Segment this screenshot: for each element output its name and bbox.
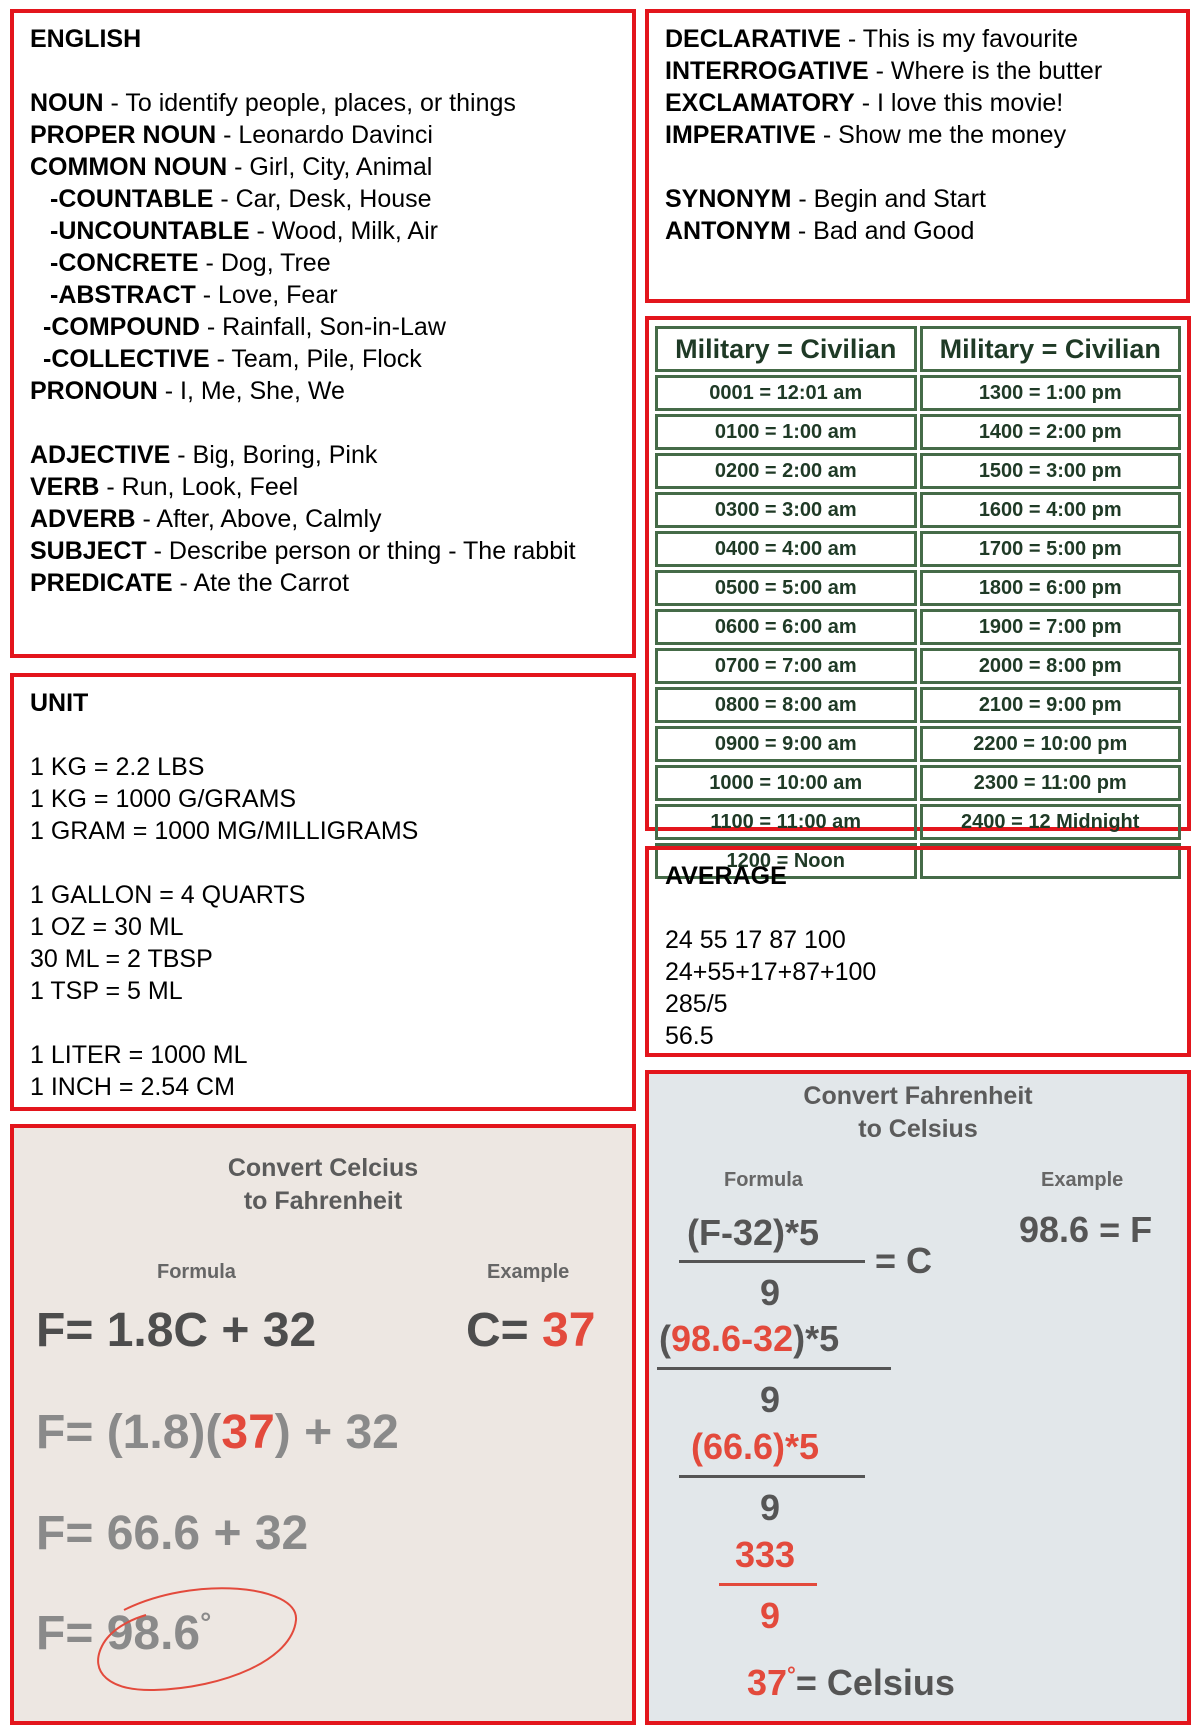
celsius-to-fahrenheit-box — [10, 1124, 636, 1725]
english-line: COMMON NOUN - Girl, City, Animal — [30, 153, 433, 181]
unit-line: 1 LITER = 1000 ML — [30, 1041, 248, 1069]
average-line: 285/5 — [665, 990, 728, 1018]
table-cell: 2000 = 8:00 pm — [920, 648, 1182, 684]
table-cell: 0300 = 3:00 am — [655, 492, 917, 528]
fraction-bar — [679, 1260, 865, 1263]
f-to-c-numerator-3: (66.6)*5 — [691, 1426, 820, 1467]
table-cell: 2100 = 9:00 pm — [920, 687, 1182, 723]
f-to-c-result: 37°= Celsius — [747, 1662, 955, 1703]
unit-title: UNIT — [30, 689, 89, 717]
table-row — [655, 375, 1181, 411]
table-cell: 0200 = 2:00 am — [655, 453, 917, 489]
average-line: 56.5 — [665, 1022, 714, 1050]
table-row — [655, 570, 1181, 606]
english-title: ENGLISH — [30, 25, 142, 53]
f-to-c-formula-label: Formula — [724, 1169, 803, 1191]
table-cell: 1100 = 11:00 am — [655, 804, 917, 840]
table-cell: 0900 = 9:00 am — [655, 726, 917, 762]
table-cell: 2300 = 11:00 pm — [920, 765, 1182, 801]
english-line: ADVERB - After, Above, Calmly — [30, 505, 382, 533]
table-row — [655, 648, 1181, 684]
unit-line: 1 TSP = 5 ML — [30, 977, 183, 1005]
f-to-c-denominator-2: 9 — [760, 1379, 781, 1420]
english-line: ADJECTIVE - Big, Boring, Pink — [30, 441, 378, 469]
sentence-line: IMPERATIVE - Show me the money — [665, 121, 1067, 149]
table-row — [655, 531, 1181, 567]
english-line: VERB - Run, Look, Feel — [30, 473, 299, 501]
table-row — [655, 492, 1181, 528]
unit-line: 1 OZ = 30 ML — [30, 913, 184, 941]
english-line: -COUNTABLE - Car, Desk, House — [50, 185, 432, 213]
average-line: 24 55 17 87 100 — [665, 926, 846, 954]
table-cell: 1900 = 7:00 pm — [920, 609, 1182, 645]
military-header: Military = Civilian — [920, 326, 1182, 372]
c-to-f-example: C= 37 — [466, 1304, 596, 1357]
average-line: 24+55+17+87+100 — [665, 958, 877, 986]
english-line: -UNCOUNTABLE - Wood, Milk, Air — [50, 217, 438, 245]
unit-box — [10, 673, 636, 1111]
sentences-box — [645, 9, 1190, 303]
english-line: NOUN - To identify people, places, or things — [30, 89, 516, 117]
sentence-line: EXCLAMATORY - I love this movie! — [665, 89, 1064, 117]
table-row — [655, 765, 1181, 801]
sentence-line: SYNONYM - Begin and Start — [665, 185, 986, 213]
unit-line: 1 KG = 2.2 LBS — [30, 753, 205, 781]
table-cell: 1000 = 10:00 am — [655, 765, 917, 801]
f-to-c-denominator-4: 9 — [760, 1595, 781, 1636]
military-time-table — [652, 323, 1184, 882]
english-line: -COLLECTIVE - Team, Pile, Flock — [43, 345, 422, 373]
f-to-c-example-label: Example — [1041, 1169, 1124, 1191]
table-cell: 1300 = 1:00 pm — [920, 375, 1182, 411]
english-line: -COMPOUND - Rainfall, Son-in-Law — [43, 313, 446, 341]
english-line: PROPER NOUN - Leonardo Davinci — [30, 121, 433, 149]
c-to-f-formula-label: Formula — [157, 1261, 236, 1283]
sentence-line: ANTONYM - Bad and Good — [665, 217, 975, 245]
c-to-f-formula: F= 1.8C + 32 — [36, 1304, 317, 1357]
table-cell: 2200 = 10:00 pm — [920, 726, 1182, 762]
table-row — [655, 609, 1181, 645]
f-to-c-title: Convert Fahrenheit to Celsius — [803, 1082, 1033, 1143]
f-to-c-equals-c: = C — [875, 1240, 933, 1281]
military-time-box — [645, 316, 1191, 872]
table-cell: 1600 = 4:00 pm — [920, 492, 1182, 528]
english-line: SUBJECT - Describe person or thing - The rabbit — [30, 537, 576, 565]
table-cell: 0600 = 6:00 am — [655, 609, 917, 645]
result-circle — [84, 1580, 314, 1700]
table-row — [655, 726, 1181, 762]
fraction-bar — [719, 1583, 817, 1586]
table-cell: 1400 = 2:00 pm — [920, 414, 1182, 450]
table-cell: 1500 = 3:00 pm — [920, 453, 1182, 489]
table-cell: 0400 = 4:00 am — [655, 531, 917, 567]
c-to-f-step-1: F= (1.8)(37) + 32 — [36, 1406, 399, 1459]
unit-line: 1 GRAM = 1000 MG/MILLIGRAMS — [30, 817, 419, 845]
f-to-c-example: 98.6 = F — [1019, 1209, 1153, 1250]
table-cell: 0500 = 5:00 am — [655, 570, 917, 606]
table-row — [655, 414, 1181, 450]
f-to-c-numerator-2: (98.6-32)*5 — [659, 1318, 840, 1359]
fraction-bar — [657, 1367, 891, 1370]
average-box — [645, 846, 1191, 1057]
unit-line: 30 ML = 2 TBSP — [30, 945, 213, 973]
table-cell: 1800 = 6:00 pm — [920, 570, 1182, 606]
table-cell: 0001 = 12:01 am — [655, 375, 917, 411]
f-to-c-numerator-1: (F-32)*5 — [687, 1212, 820, 1253]
table-row — [655, 453, 1181, 489]
sentence-line: INTERROGATIVE - Where is the butter — [665, 57, 1103, 85]
sentence-line: DECLARATIVE - This is my favourite — [665, 25, 1079, 53]
c-to-f-example-label: Example — [487, 1261, 570, 1283]
military-header: Military = Civilian — [655, 326, 917, 372]
english-box — [10, 9, 636, 658]
table-cell: 0100 = 1:00 am — [655, 414, 917, 450]
fahrenheit-to-celsius-box — [645, 1070, 1191, 1725]
c-to-f-step-2: F= 66.6 + 32 — [36, 1507, 309, 1560]
english-line: -CONCRETE - Dog, Tree — [50, 249, 331, 277]
f-to-c-numerator-4: 333 — [735, 1534, 796, 1575]
unit-line: 1 GALLON = 4 QUARTS — [30, 881, 306, 909]
f-to-c-denominator-3: 9 — [760, 1487, 781, 1528]
average-title: AVERAGE — [665, 862, 787, 890]
f-to-c-denominator-1: 9 — [760, 1272, 781, 1313]
table-cell: 1200 = Noon — [655, 843, 917, 879]
unit-line: 1 KG = 1000 G/GRAMS — [30, 785, 297, 813]
english-line: PRONOUN - I, Me, She, We — [30, 377, 345, 405]
english-line: -ABSTRACT - Love, Fear — [50, 281, 338, 309]
table-cell: 0800 = 8:00 am — [655, 687, 917, 723]
table-cell: 2400 = 12 Midnight — [920, 804, 1182, 840]
table-cell: 0700 = 7:00 am — [655, 648, 917, 684]
c-to-f-title: Convert Celcius to Fahrenheit — [227, 1154, 419, 1215]
table-cell: 1700 = 5:00 pm — [920, 531, 1182, 567]
fraction-bar — [679, 1475, 865, 1478]
unit-line: 1 INCH = 2.54 CM — [30, 1073, 235, 1101]
table-row — [655, 804, 1181, 840]
table-row — [655, 687, 1181, 723]
c-to-f-result: F= 98.6° — [36, 1607, 212, 1660]
english-line: PREDICATE - Ate the Carrot — [30, 569, 350, 597]
